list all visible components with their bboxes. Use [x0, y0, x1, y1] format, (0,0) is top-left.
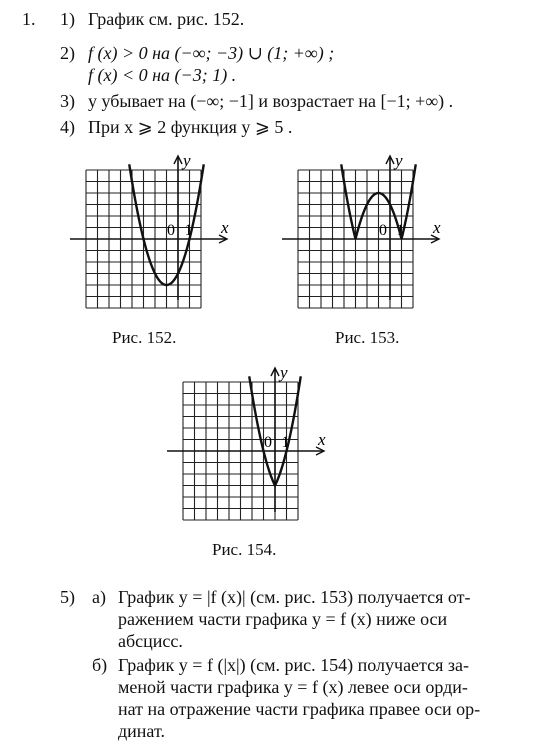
- item-5-number: 5): [60, 587, 75, 607]
- item-3-text: y убывает на (−∞; −1] и возрастает на [−1; +∞) .: [88, 91, 454, 111]
- item-5a-line-3: абсцисс.: [118, 631, 183, 651]
- origin-label: 0: [379, 222, 387, 239]
- figure-153-caption: Рис. 153.: [335, 328, 400, 347]
- x-axis-label: x: [221, 218, 229, 237]
- item-5b-line-4: динат.: [118, 721, 165, 741]
- origin-label: 0: [264, 434, 272, 451]
- item-3-number: 3): [60, 91, 75, 111]
- item-1-text: График см. рис. 152.: [88, 9, 245, 29]
- item-5b-line-3: нат на отражение части графика правее оси ор-: [118, 699, 481, 719]
- x-axis-label: x: [318, 430, 326, 449]
- y-axis-label: y: [395, 151, 403, 170]
- item-5a-label: а): [92, 587, 106, 607]
- unit-label: 1: [184, 222, 193, 239]
- x-axis-label: x: [433, 218, 441, 237]
- item-1-number: 1): [60, 9, 75, 29]
- y-axis-label: y: [183, 151, 191, 170]
- item-2-line-2: f (x) < 0 на (−3; 1) .: [88, 65, 237, 85]
- unit-label: 1: [396, 222, 405, 239]
- item-5b-label: б): [92, 655, 108, 675]
- item-2-number: 2): [60, 43, 75, 63]
- item-4-text: При x ⩾ 2 функция y ⩾ 5 .: [88, 117, 293, 137]
- item-5a-line-2: ражением части графика y = f (x) ниже оси: [118, 609, 448, 629]
- item-5b-line-1: График y = f (|x|) (см. рис. 154) получается за-: [118, 655, 469, 675]
- origin-label: 0: [167, 222, 175, 239]
- figure-152-caption: Рис. 152.: [112, 328, 177, 347]
- figure-154-caption: Рис. 154.: [212, 540, 277, 559]
- problem-number: 1.: [22, 9, 36, 29]
- item-5b-line-2: меной части графика y = f (x) левее оси орди-: [118, 677, 468, 697]
- item-5a-line-1: График y = |f (x)| (см. рис. 153) получается от-: [118, 587, 471, 607]
- unit-label: 1: [281, 434, 290, 451]
- item-2-line-1: f (x) > 0 на (−∞; −3) ∪ (1; +∞) ;: [88, 43, 335, 63]
- item-4-number: 4): [60, 117, 75, 137]
- y-axis-label: y: [280, 363, 288, 382]
